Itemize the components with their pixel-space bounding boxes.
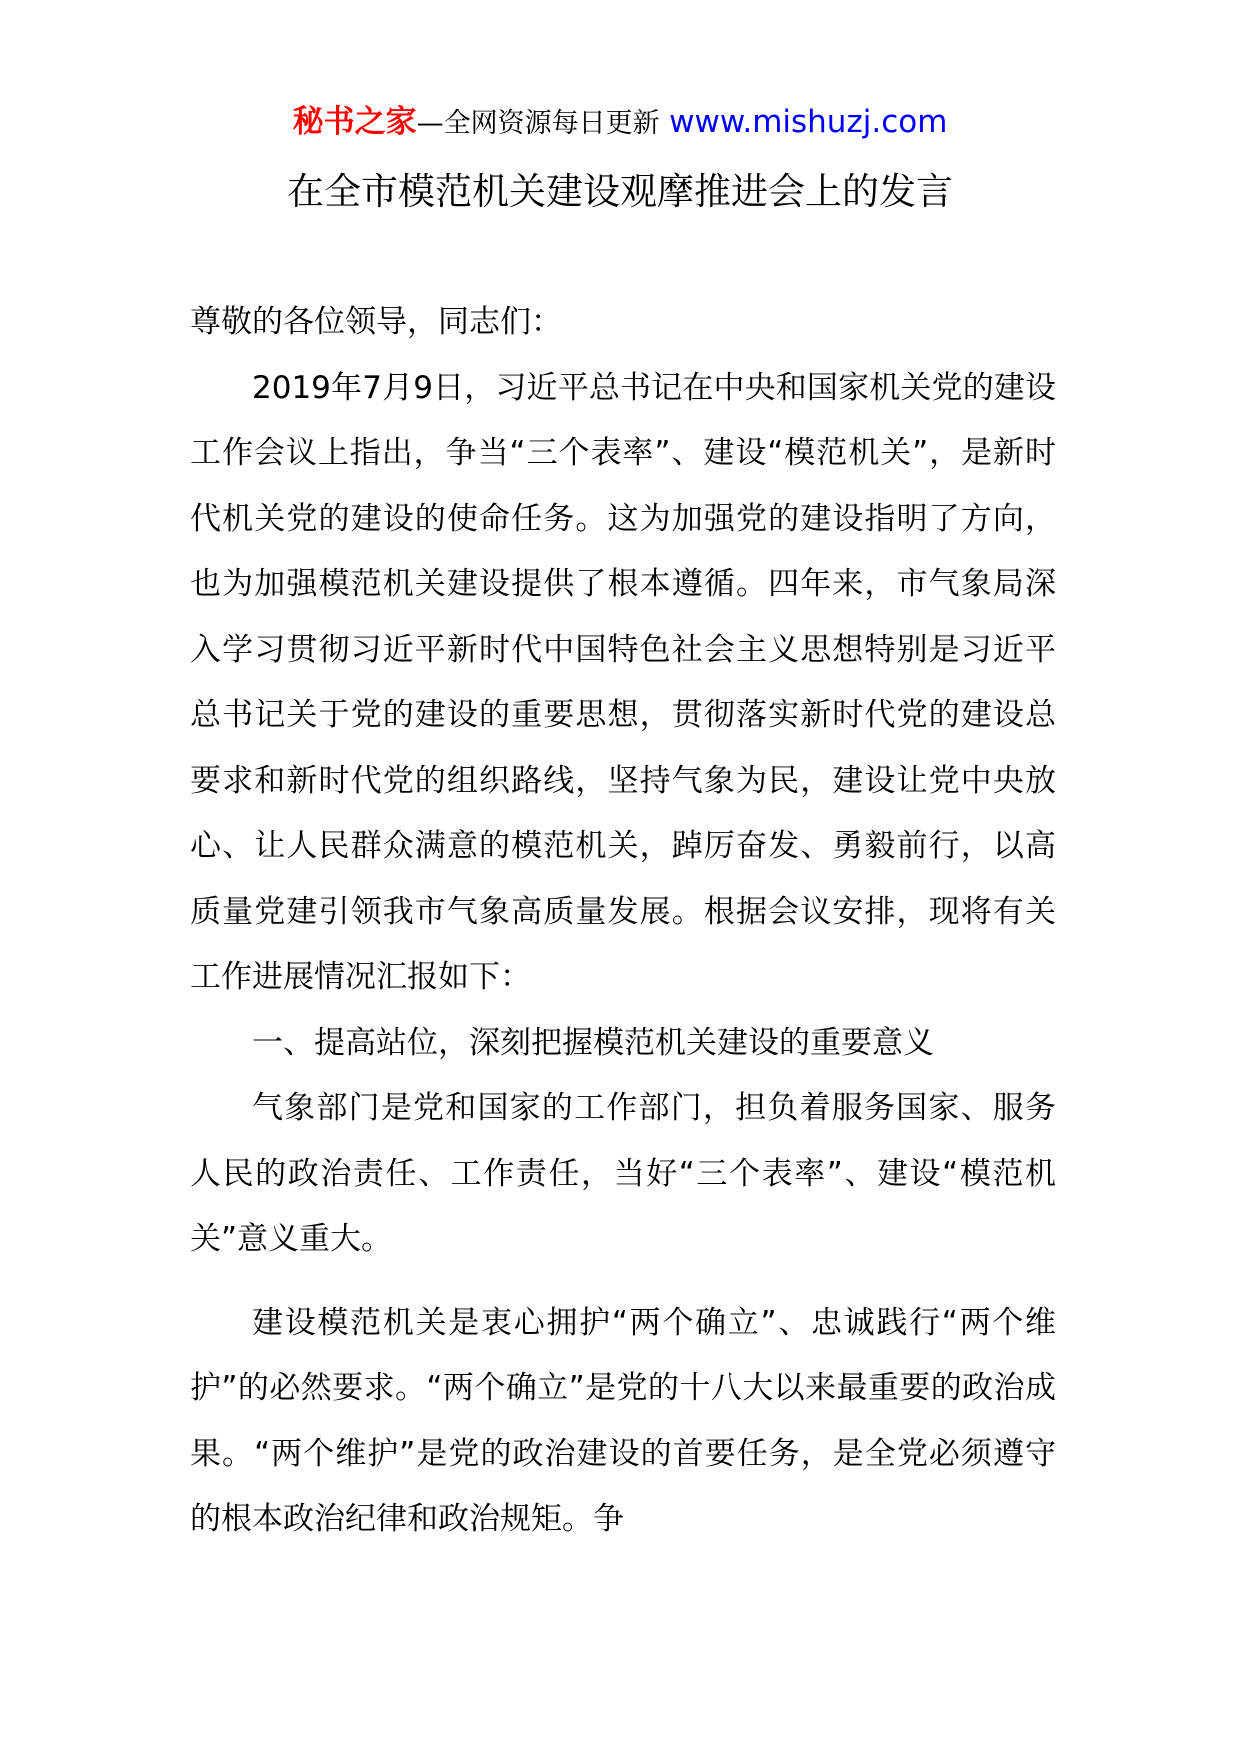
paragraph: 2019年7月9日，习近平总书记在中央和国家机关党的建设工作会议上指出，争当“三个表率”、建设“模范机关”，是新时代机关党的建设的使命任务。这为加强党的建设指明了方向，也为加强模范机关建设提供了根本遵循。四年来，市气象局深入学习贯彻习近平新时代中国特色社会主义思想特别是习近平总书记关于党的建设的重要思想，贯彻落实新时代党的建设总要求和新时代党的组织路线，坚持气象为民，建设让党中央放心、让人民群众满意的模范机关，踔厉奋发、勇毅前行，以高质量党建引领我市气象高质量发展。根据会议安排，现将有关工作进展情况汇报如下： <box>190 369 1056 995</box>
site-header <box>0 102 1240 144</box>
salutation: 尊敬的各位领导，同志们： <box>190 304 562 340</box>
document-title: 在全市模范机关建设观摩推进会上的发言 <box>287 170 953 213</box>
site-brand: 秘书之家 <box>292 104 417 140</box>
paragraph: 建设模范机关是衷心拥护“两个确立”、忠诚践行“两个维护”的必然要求。“两个确立”是党的十八大以来最重要的政治成果。“两个维护”是党的政治建设的首要任务，是全党必须遵守的根本政治纪律和政治规矩。争 <box>190 1304 1056 1537</box>
section-heading: 一、提高站位，深刻把握模范机关建设的重要意义 <box>252 1024 934 1061</box>
site-url-link[interactable]: www.mishuzj.com <box>669 104 948 140</box>
paragraph: 气象部门是党和国家的工作部门，担负着服务国家、服务人民的政治责任、工作责任，当好“三个表率”、建设“模范机关”意义重大。 <box>190 1090 1056 1257</box>
site-tagline: —全网资源每日更新 <box>416 108 660 139</box>
document-body <box>190 290 1056 1553</box>
